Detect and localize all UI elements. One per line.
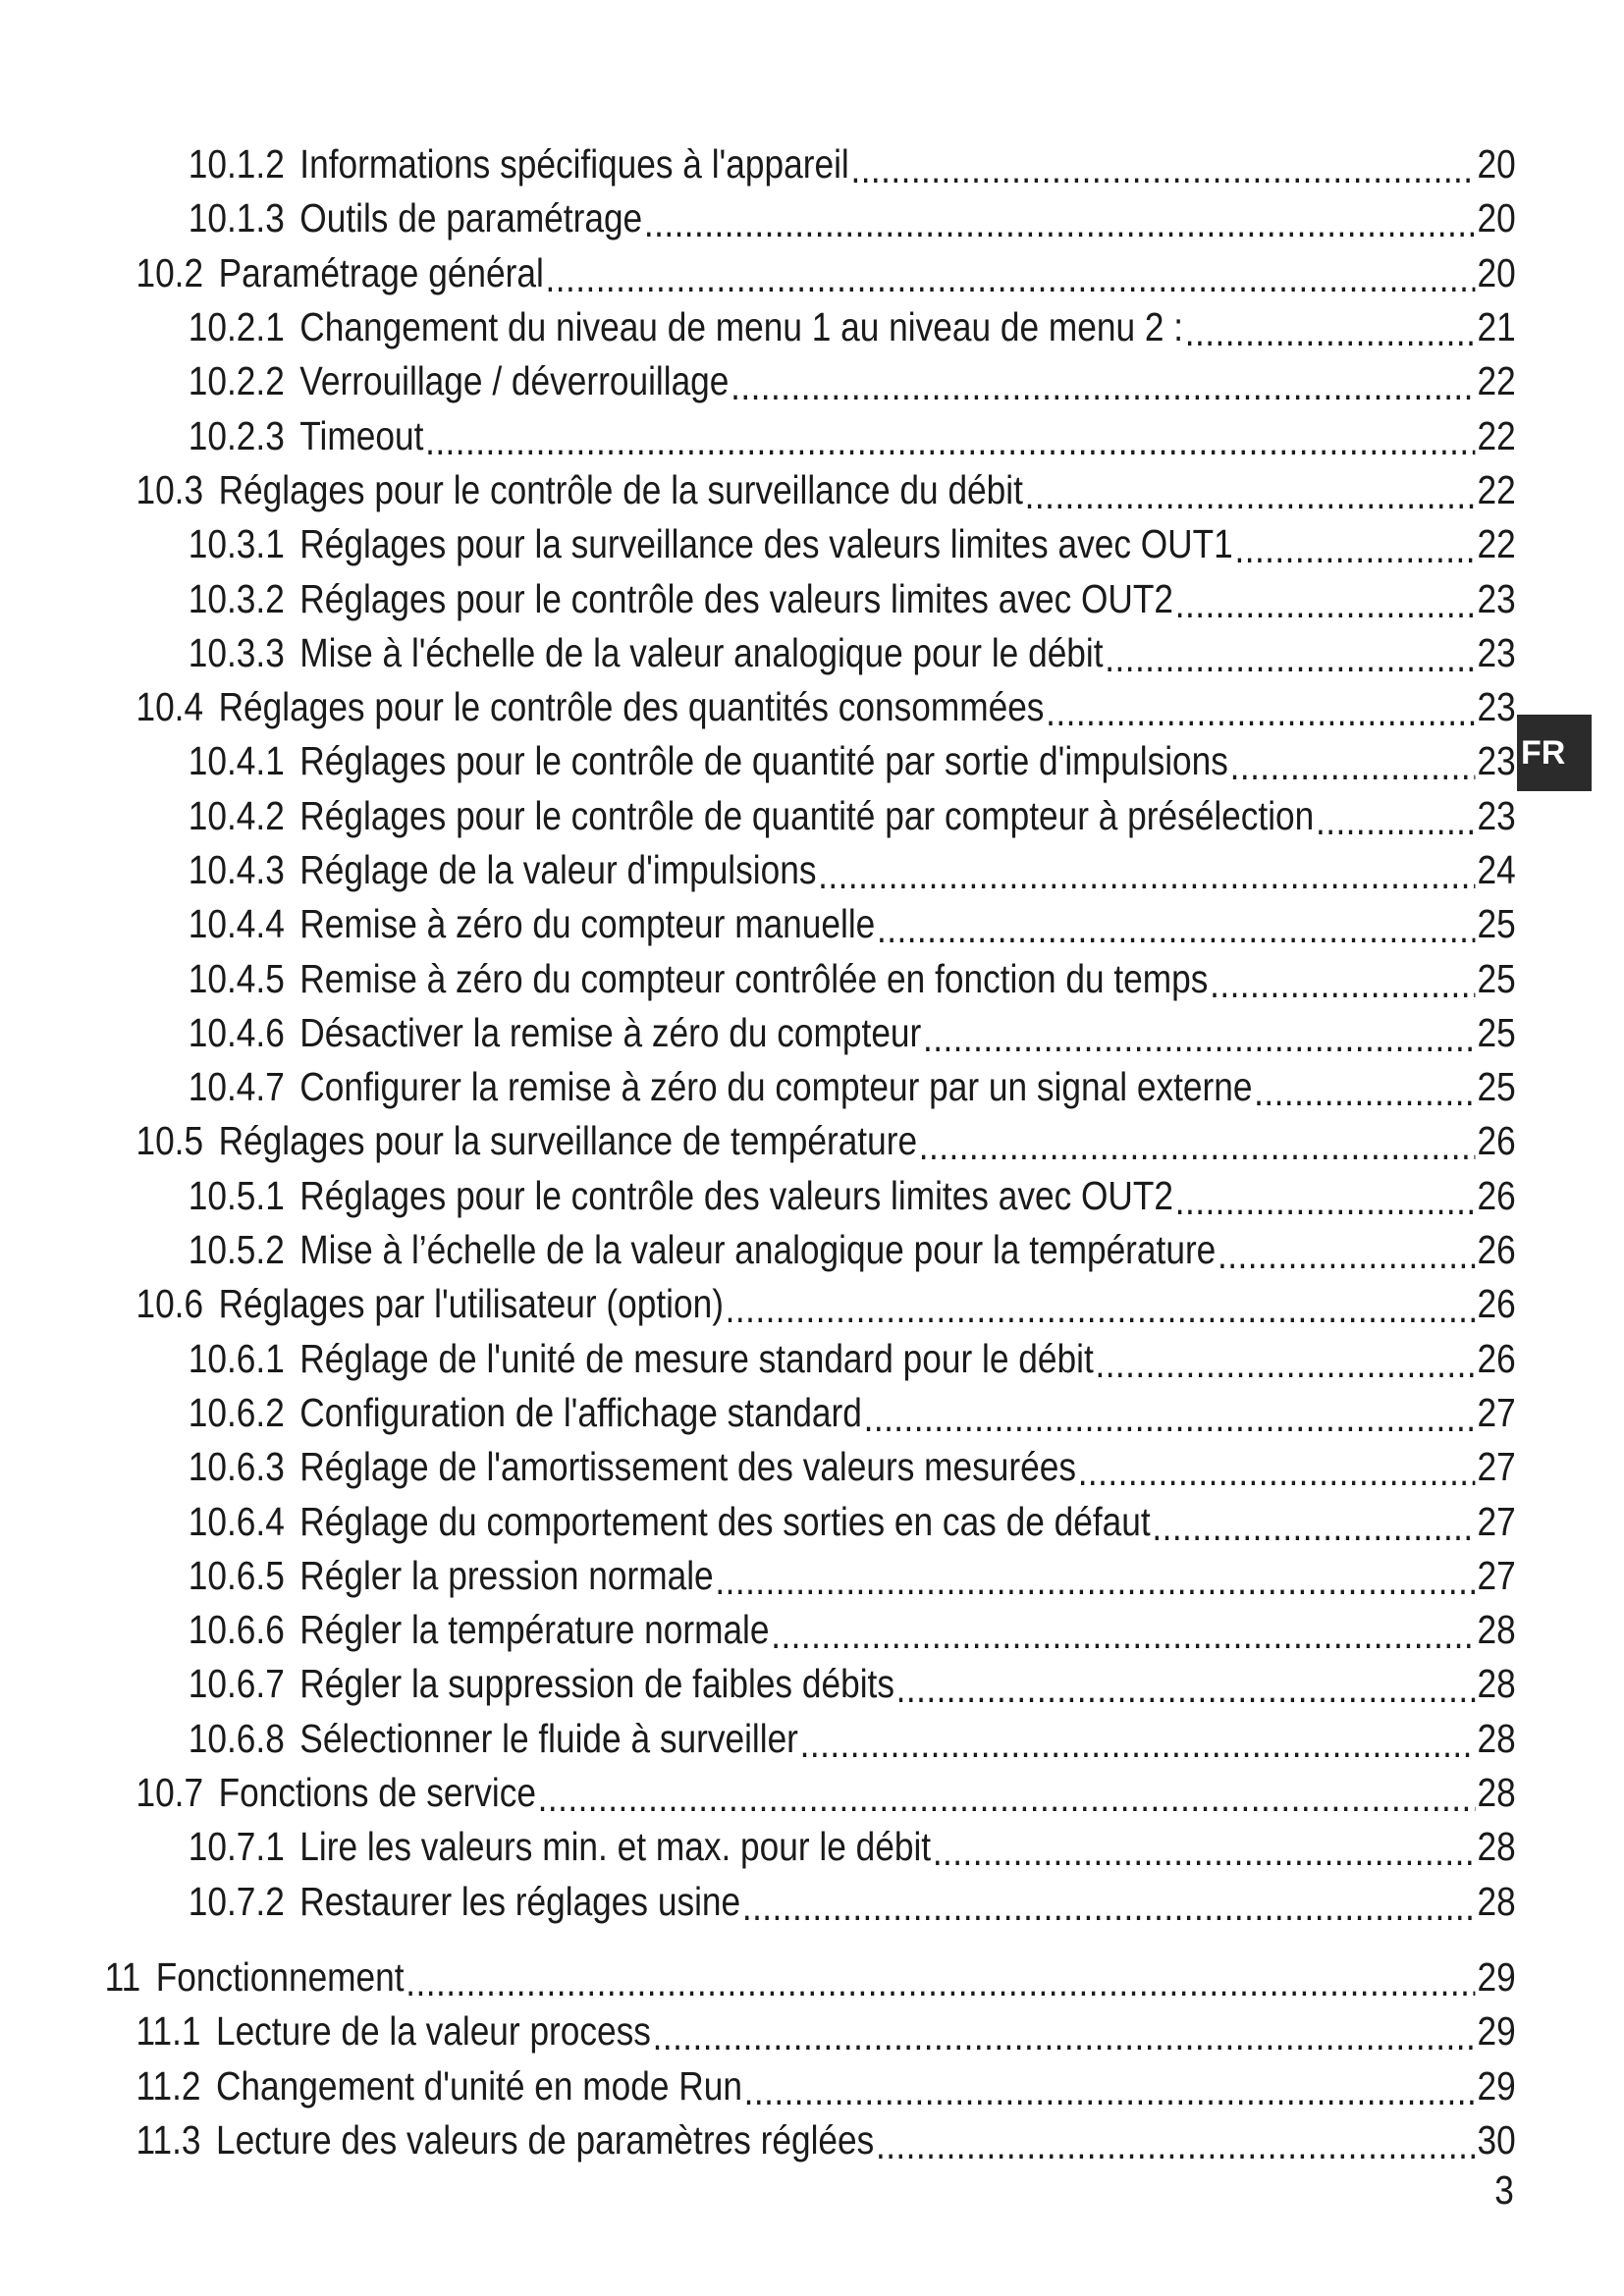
toc-entry-content (189, 1603, 1516, 1657)
dot-leader (1230, 743, 1476, 789)
toc-entry-number: 10.6.1 (188, 1335, 285, 1381)
toc-entry-title: Réglages pour le contrôle des valeurs limites avec OUT2 (299, 575, 1174, 621)
toc-entry-number: 11.1 (135, 2008, 201, 2055)
toc-entry-content (189, 951, 1516, 1005)
dot-leader (1046, 689, 1476, 735)
toc-entry-page: 22 (1477, 466, 1516, 512)
toc-entry-title: Configuration de l'affichage standard (299, 1389, 862, 1435)
dot-leader (1152, 1504, 1475, 1550)
toc-entry-title: Restaurer les réglages usine (299, 1878, 741, 1924)
toc-entry-number: 10.4.3 (188, 847, 285, 892)
toc-entry[interactable] (0, 1494, 1516, 1548)
toc-entry-content (189, 1875, 1516, 1929)
dot-leader (406, 1959, 1475, 2005)
toc-entry-page: 20 (1477, 249, 1516, 295)
toc-entry-number: 10.2.1 (188, 304, 285, 350)
toc-entry[interactable] (0, 1875, 1516, 1929)
toc-entry-page: 28 (1477, 1878, 1516, 1924)
dot-leader (726, 1286, 1476, 1332)
toc-entry-title: Régler la suppression de faibles débits (299, 1661, 894, 1707)
toc-entry-page: 29 (1477, 2008, 1516, 2055)
toc-entry-title: Mise à l'échelle de la valeur analogique pour le débit (299, 629, 1104, 675)
toc-entry-number: 10.6.2 (188, 1389, 285, 1435)
page-number: 3 (1494, 2167, 1514, 2213)
dot-leader (1210, 961, 1476, 1007)
toc-entry-title: Réglages pour le contrôle de la surveillance du débit (218, 466, 1023, 512)
dot-leader (1254, 1069, 1476, 1115)
toc-entry-content (189, 191, 1516, 245)
toc-entry-content (189, 897, 1516, 951)
toc-entry-number: 10.4.7 (188, 1064, 285, 1110)
toc-entry[interactable] (0, 1603, 1516, 1657)
toc-entry-number: 10.1.2 (188, 141, 285, 187)
toc-entry[interactable] (0, 1006, 1516, 1060)
toc-entry-number: 10.4.1 (188, 738, 285, 784)
toc-entry-content (189, 1440, 1516, 1494)
dot-leader (1218, 1232, 1476, 1278)
toc-entry-content (189, 1060, 1516, 1114)
dot-leader (731, 363, 1476, 409)
toc-entry-number: 10.6.7 (188, 1661, 285, 1707)
toc-entry-content (189, 354, 1516, 408)
dot-leader (919, 1123, 1476, 1169)
toc-entry-content (135, 463, 1515, 517)
toc-entry-number: 10.6.3 (188, 1444, 285, 1490)
toc-entry-content (105, 1950, 1516, 2004)
toc-entry-page: 26 (1477, 1227, 1516, 1273)
toc-entry-title: Réglage de la valeur d'impulsions (299, 847, 817, 892)
toc-entry-number: 11.2 (135, 2062, 201, 2109)
toc-entry-title: Réglage de l'amortissement des valeurs mesurées (299, 1444, 1076, 1490)
toc-entry-number: 10.6 (135, 1281, 204, 1327)
toc-entry-content (189, 843, 1516, 897)
toc-entry-number: 10.5.2 (188, 1227, 285, 1273)
toc-entry-content (189, 1820, 1516, 1874)
toc-entry-title: Réglages pour le contrôle de quantité par compteur à présélection (299, 792, 1315, 838)
toc-entry-title: Réglages pour la surveillance de température (218, 1118, 918, 1164)
toc-entry-page: 22 (1477, 521, 1516, 567)
toc-entry-title: Réglage du comportement des sorties en cas de défaut (299, 1498, 1151, 1544)
toc-entry-page: 25 (1477, 1009, 1516, 1055)
table-of-contents (0, 137, 1624, 2167)
toc-entry[interactable] (0, 137, 1516, 191)
toc-entry-number: 10.6.5 (188, 1552, 285, 1598)
toc-entry-number: 10.5.1 (188, 1172, 285, 1218)
toc-entry-page: 27 (1477, 1498, 1516, 1544)
toc-entry-number: 11 (104, 1953, 141, 2000)
toc-entry-content (135, 2058, 1515, 2112)
toc-entry[interactable] (0, 843, 1516, 897)
toc-entry-content (135, 1766, 1515, 1820)
toc-entry-content (189, 571, 1516, 625)
toc-entry-content (189, 300, 1516, 354)
toc-entry-number: 10.4.6 (188, 1009, 285, 1055)
dot-leader (715, 1558, 1475, 1604)
toc-entry-title: Remise à zéro du compteur contrôlée en fonction du temps (299, 955, 1209, 1001)
toc-entry[interactable] (0, 1766, 1516, 1820)
toc-entry[interactable] (0, 408, 1516, 462)
dot-leader (850, 146, 1475, 192)
toc-entry-page: 23 (1477, 629, 1516, 675)
toc-entry-title: Lire les valeurs min. et max. pour le débit (299, 1824, 932, 1870)
toc-entry-number: 10.7.1 (188, 1824, 285, 1870)
toc-entry[interactable] (0, 1950, 1516, 2004)
toc-entry-title: Timeout (299, 412, 424, 458)
toc-entry-page: 27 (1477, 1552, 1516, 1598)
toc-entry-title: Mise à l’échelle de la valeur analogique pour la température (299, 1227, 1217, 1273)
dot-leader (538, 1775, 1476, 1821)
toc-entry-number: 10.2 (135, 249, 204, 295)
dot-leader (923, 1015, 1476, 1061)
toc-entry[interactable] (0, 951, 1516, 1005)
toc-entry-page: 27 (1477, 1444, 1516, 1490)
toc-entry[interactable] (0, 1657, 1516, 1711)
toc-entry-content (135, 2113, 1515, 2167)
toc-entry-number: 10.7.2 (188, 1878, 285, 1924)
toc-entry-content (189, 734, 1516, 788)
toc-entry-content (189, 1712, 1516, 1766)
toc-entry-page: 28 (1477, 1661, 1516, 1707)
toc-entry-number: 10.3.2 (188, 575, 285, 621)
toc-entry-content (135, 2004, 1515, 2058)
toc-entry-page: 26 (1477, 1118, 1516, 1164)
toc-entry-page: 29 (1477, 2062, 1516, 2109)
toc-entry[interactable] (0, 734, 1516, 788)
toc-entry-content (189, 1223, 1516, 1277)
toc-entry[interactable] (0, 2113, 1516, 2167)
toc-entry-title: Réglage de l'unité de mesure standard pour le débit (299, 1335, 1094, 1381)
toc-entry[interactable] (0, 626, 1516, 680)
dot-leader (877, 906, 1476, 952)
toc-entry-content (189, 1006, 1516, 1060)
dot-leader (546, 255, 1476, 301)
toc-entry-page: 28 (1477, 1607, 1516, 1653)
toc-entry[interactable] (0, 1060, 1516, 1114)
toc-entry-number: 10.6.6 (188, 1607, 285, 1653)
toc-entry-content (189, 789, 1516, 843)
toc-entry-page: 28 (1477, 1715, 1516, 1761)
toc-entry-number: 10.2.2 (188, 358, 285, 404)
toc-entry-number: 10.7 (135, 1770, 204, 1816)
dot-leader (896, 1666, 1476, 1712)
toc-entry[interactable] (0, 1332, 1516, 1386)
toc-entry-page: 24 (1477, 847, 1516, 892)
toc-entry-title: Changement d'unité en mode Run (215, 2062, 742, 2109)
toc-entry[interactable] (0, 463, 1516, 517)
toc-entry-title: Configurer la remise à zéro du compteur par un signal externe (299, 1064, 1253, 1110)
toc-entry-title: Réglages pour le contrôle des valeurs limites avec OUT2 (299, 1172, 1174, 1218)
dot-leader (800, 1721, 1476, 1767)
toc-entry[interactable] (0, 571, 1516, 625)
dot-leader (744, 2068, 1476, 2114)
toc-entry-title: Fonctions de service (218, 1770, 536, 1816)
toc-entry-title: Régler la température normale (299, 1607, 770, 1653)
dot-leader (742, 1884, 1476, 1930)
toc-entry-page: 23 (1477, 792, 1516, 838)
toc-entry-title: Sélectionner le fluide à surveiller (299, 1715, 798, 1761)
toc-entry-page: 26 (1477, 1281, 1516, 1327)
toc-entry-title: Réglages pour la surveillance des valeurs limites avec OUT1 (299, 521, 1233, 567)
toc-entry-number: 10.6.8 (188, 1715, 285, 1761)
toc-entry[interactable] (0, 300, 1516, 354)
dot-leader (1095, 1341, 1475, 1387)
toc-entry-number: 10.3.3 (188, 629, 285, 675)
toc-entry-content (189, 1657, 1516, 1711)
toc-entry-number: 10.5 (135, 1118, 204, 1164)
toc-entry-page: 25 (1477, 901, 1516, 947)
toc-entry[interactable] (0, 517, 1516, 571)
toc-entry[interactable] (0, 2058, 1516, 2112)
toc-entry-page: 25 (1477, 955, 1516, 1001)
toc-entry-page: 23 (1477, 738, 1516, 784)
dot-leader (818, 852, 1476, 898)
toc-entry[interactable] (0, 789, 1516, 843)
toc-entry-title: Fonctionnement (155, 1953, 405, 2000)
toc-entry-title: Outils de paramétrage (299, 195, 643, 241)
dot-leader (1105, 635, 1475, 681)
toc-entry-title: Réglages par l'utilisateur (option) (218, 1281, 724, 1327)
toc-entry[interactable] (0, 1386, 1516, 1440)
dot-leader (864, 1395, 1476, 1441)
toc-entry-page: 26 (1477, 1335, 1516, 1381)
toc-entry[interactable] (0, 1223, 1516, 1277)
toc-entry[interactable] (0, 246, 1516, 300)
toc-section-11 (0, 1950, 1624, 2167)
toc-entry-title: Lecture de la valeur process (215, 2008, 651, 2055)
toc-section-10 (0, 137, 1624, 1929)
toc-entry-content (189, 517, 1516, 571)
toc-entry[interactable] (0, 1277, 1516, 1331)
toc-entry[interactable] (0, 354, 1516, 408)
toc-entry-number: 10.4.5 (188, 955, 285, 1001)
toc-entry[interactable] (0, 2004, 1516, 2058)
toc-entry[interactable] (0, 1549, 1516, 1603)
toc-entry-title: Informations spécifiques à l'appareil (299, 141, 849, 187)
toc-entry-content (135, 246, 1515, 300)
toc-entry-number: 10.4.4 (188, 901, 285, 947)
toc-entry-title: Réglages pour le contrôle de quantité par sortie d'impulsions (299, 738, 1228, 784)
toc-entry-number: 10.3.1 (188, 521, 285, 567)
toc-entry-page: 21 (1477, 304, 1516, 350)
toc-entry-title: Lecture des valeurs de paramètres réglées (215, 2116, 875, 2163)
toc-entry-content (189, 1332, 1516, 1386)
toc-entry-title: Verrouillage / déverrouillage (299, 358, 730, 404)
toc-entry-title: Changement du niveau de menu 1 au niveau de menu 2 : (299, 304, 1184, 350)
toc-entry-content (189, 1494, 1516, 1548)
toc-entry-content (189, 626, 1516, 680)
toc-entry-number: 10.2.3 (188, 412, 285, 458)
toc-entry[interactable] (0, 1169, 1516, 1223)
dot-leader (1235, 526, 1476, 572)
toc-entry-content (135, 1114, 1515, 1168)
toc-entry-page: 30 (1477, 2116, 1516, 2163)
toc-entry[interactable] (0, 191, 1516, 245)
toc-entry[interactable] (0, 680, 1516, 734)
dot-leader (1078, 1449, 1476, 1495)
toc-entry-page: 23 (1477, 575, 1516, 621)
toc-section-gap (0, 1929, 1624, 1950)
dot-leader (1025, 472, 1476, 518)
toc-entry-page: 25 (1477, 1064, 1516, 1110)
toc-entry-page: 22 (1477, 412, 1516, 458)
toc-entry[interactable] (0, 1820, 1516, 1874)
toc-entry-number: 10.3 (135, 466, 204, 512)
toc-entry-number: 10.6.4 (188, 1498, 285, 1544)
toc-entry-title: Paramétrage général (218, 249, 544, 295)
dot-leader (1175, 581, 1476, 627)
dot-leader (644, 200, 1476, 246)
toc-entry-page: 23 (1477, 684, 1516, 730)
dot-leader (1185, 309, 1476, 355)
toc-entry-page: 22 (1477, 358, 1516, 404)
dot-leader (933, 1829, 1476, 1875)
toc-entry-page: 26 (1477, 1172, 1516, 1218)
toc-entry[interactable] (0, 897, 1516, 951)
toc-entry-number: 11.3 (135, 2116, 201, 2163)
toc-entry[interactable] (0, 1440, 1516, 1494)
toc-entry-content (189, 408, 1516, 462)
toc-entry-number: 10.4 (135, 684, 204, 730)
toc-entry-title: Régler la pression normale (299, 1552, 714, 1598)
dot-leader (876, 2122, 1476, 2168)
toc-entry-title: Désactiver la remise à zéro du compteur (299, 1009, 922, 1055)
toc-entry-title: Réglages pour le contrôle des quantités consommées (218, 684, 1045, 730)
toc-entry-content (135, 680, 1515, 734)
language-tab: FR (1517, 715, 1592, 791)
toc-entry-page: 20 (1477, 141, 1516, 187)
toc-entry-content (189, 1169, 1516, 1223)
toc-entry-content (189, 1386, 1516, 1440)
toc-entry[interactable] (0, 1712, 1516, 1766)
dot-leader (771, 1612, 1476, 1658)
toc-entry-content (135, 1277, 1515, 1331)
dot-leader (1175, 1178, 1476, 1224)
dot-leader (1316, 798, 1476, 844)
toc-entry-page: 27 (1477, 1389, 1516, 1435)
toc-entry-title: Remise à zéro du compteur manuelle (299, 901, 876, 947)
toc-entry-content (189, 1549, 1516, 1603)
toc-entry-number: 10.1.3 (188, 195, 285, 241)
toc-entry-page: 28 (1477, 1770, 1516, 1816)
toc-entry-page: 29 (1477, 1953, 1516, 2000)
dot-leader (425, 418, 1476, 464)
toc-entry-content (189, 137, 1516, 191)
toc-entry-page: 20 (1477, 195, 1516, 241)
toc-entry-page: 28 (1477, 1824, 1516, 1870)
dot-leader (653, 2013, 1476, 2059)
toc-entry-number: 10.4.2 (188, 792, 285, 838)
toc-entry[interactable] (0, 1114, 1516, 1168)
